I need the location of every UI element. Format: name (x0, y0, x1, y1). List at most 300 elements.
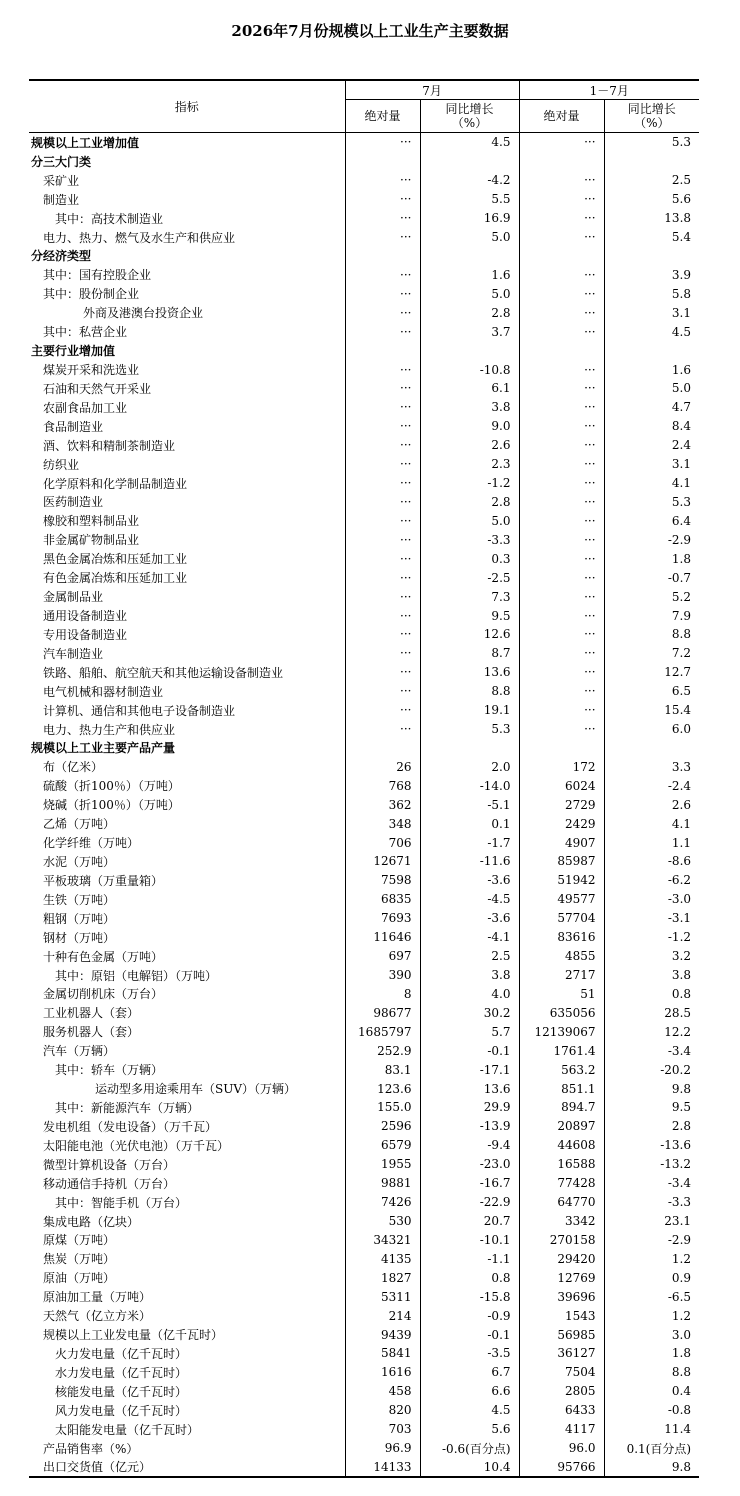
month-growth-cell: 12.6 (420, 625, 519, 644)
ytd-absolute-cell: ··· (519, 606, 604, 625)
row-label: 农副食品加工业 (43, 400, 128, 415)
ytd-growth-cell: 3.9 (604, 265, 699, 284)
ytd-absolute-cell: 4907 (519, 833, 604, 852)
ytd-growth-cell: -0.7 (604, 568, 699, 587)
month-absolute-cell: ··· (345, 265, 420, 284)
month-absolute-cell (345, 247, 420, 266)
ytd-absolute-cell: ··· (519, 701, 604, 720)
ytd-absolute-cell: ··· (519, 455, 604, 474)
ytd-growth-cell (604, 341, 699, 360)
month-absolute-cell: ··· (345, 511, 420, 530)
ytd-absolute-cell (519, 247, 604, 266)
table-row (29, 1155, 699, 1174)
table-row (29, 776, 699, 795)
table-row (29, 890, 699, 909)
month-growth-cell: -1.7 (420, 833, 519, 852)
ytd-absolute-cell: ··· (519, 436, 604, 455)
ytd-absolute-cell: 1543 (519, 1306, 604, 1325)
month-growth-cell: 2.8 (420, 303, 519, 322)
month-absolute-cell: ··· (345, 284, 420, 303)
month-growth-header (420, 100, 519, 133)
month-absolute-cell: ··· (345, 398, 420, 417)
section-row (29, 247, 699, 266)
ytd-absolute-cell (519, 152, 604, 171)
month-absolute-cell: 768 (345, 776, 420, 795)
row-label: 硫酸（折100％）（万吨） (43, 779, 180, 794)
month-growth-cell: 2.0 (420, 757, 519, 776)
month-growth-cell: 5.3 (420, 720, 519, 739)
month-growth-cell: 9.0 (420, 417, 519, 436)
ytd-growth-cell: 5.4 (604, 228, 699, 247)
ytd-absolute-cell: 39696 (519, 1287, 604, 1306)
header-row-period (29, 80, 699, 100)
month-absolute-cell: ··· (345, 190, 420, 209)
section-row (29, 152, 699, 171)
month-growth-cell: 5.0 (420, 228, 519, 247)
row-label: 产品销售率（%） (43, 1441, 139, 1456)
ytd-growth-cell: 9.8 (604, 1458, 699, 1478)
month-growth-cell: -10.1 (420, 1230, 519, 1249)
table-row (29, 1382, 699, 1401)
ytd-growth-cell (604, 247, 699, 266)
ytd-growth-cell: 4.1 (604, 814, 699, 833)
ytd-growth-cell: 4.7 (604, 398, 699, 417)
month-absolute-cell: ··· (345, 663, 420, 682)
table-row (29, 984, 699, 1003)
row-label: 橡胶和塑料制品业 (43, 514, 140, 529)
ytd-growth-cell: 5.3 (604, 493, 699, 512)
ytd-growth-cell: 7.2 (604, 644, 699, 663)
ytd-absolute-cell: ··· (519, 284, 604, 303)
row-label: 规模以上工业主要产品产量 (31, 741, 176, 756)
month-absolute-cell: 7598 (345, 871, 420, 890)
ytd-growth-cell: 9.8 (604, 1079, 699, 1098)
table-row (29, 549, 699, 568)
row-label: 铁路、船舶、航空航天和其他运输设备制造业 (43, 665, 284, 680)
ytd-absolute-cell: ··· (519, 530, 604, 549)
month-absolute-cell: 6835 (345, 890, 420, 909)
month-absolute-cell: 83.1 (345, 1060, 420, 1079)
row-label: 乙烯（万吨） (43, 817, 116, 832)
ytd-absolute-cell: ··· (519, 493, 604, 512)
ytd-growth-cell: 8.8 (604, 1363, 699, 1382)
table-row (29, 1249, 699, 1268)
row-label: 天然气（亿立方米） (43, 1309, 152, 1324)
ytd-absolute-cell: 20897 (519, 1117, 604, 1136)
section-row (29, 739, 699, 758)
ytd-growth-cell: -0.8 (604, 1401, 699, 1420)
ytd-growth-cell: 6.5 (604, 682, 699, 701)
ytd-growth-cell: -13.2 (604, 1155, 699, 1174)
month-absolute-cell: ··· (345, 530, 420, 549)
row-label: 主要行业增加值 (31, 344, 116, 359)
month-growth-cell: -11.6 (420, 852, 519, 871)
ytd-absolute-cell: 16588 (519, 1155, 604, 1174)
month-growth-cell: -16.7 (420, 1174, 519, 1193)
ytd-absolute-cell: ··· (519, 587, 604, 606)
table-row (29, 360, 699, 379)
ytd-absolute-cell: 4117 (519, 1420, 604, 1439)
month-absolute-cell: 7426 (345, 1193, 420, 1212)
ytd-absolute-cell: 2429 (519, 814, 604, 833)
month-growth-cell: 13.6 (420, 663, 519, 682)
month-growth-cell: -2.5 (420, 568, 519, 587)
ytd-growth-cell: -3.4 (604, 1174, 699, 1193)
row-label: 电力、热力生产和供应业 (43, 722, 176, 737)
table-row (29, 814, 699, 833)
table-row (29, 1098, 699, 1117)
table-row (29, 171, 699, 190)
ytd-absolute-cell: ··· (519, 474, 604, 493)
row-label: 分经济类型 (31, 249, 92, 264)
month-absolute-cell: ··· (345, 228, 420, 247)
table-row (29, 928, 699, 947)
ytd-absolute-cell: ··· (519, 228, 604, 247)
ytd-growth-cell: 2.5 (604, 171, 699, 190)
ytd-absolute-cell: 172 (519, 757, 604, 776)
row-label: 平板玻璃（万重量箱） (43, 873, 164, 888)
ytd-absolute-cell: 36127 (519, 1344, 604, 1363)
table-row (29, 852, 699, 871)
month-absolute-cell: 11646 (345, 928, 420, 947)
ytd-growth-cell: 6.0 (604, 720, 699, 739)
row-label: 发电机组（发电设备）（万千瓦） (43, 1119, 218, 1134)
month-growth-cell: -3.6 (420, 871, 519, 890)
month-growth-cell: -14.0 (420, 776, 519, 795)
row-label: 钢材（万吨） (43, 930, 116, 945)
month-absolute-cell: 4135 (345, 1249, 420, 1268)
table-row (29, 1230, 699, 1249)
ytd-growth-cell: -3.1 (604, 909, 699, 928)
ytd-absolute-cell: 12769 (519, 1268, 604, 1287)
month-growth-cell: -22.9 (420, 1193, 519, 1212)
row-label: 其中：轿车（万辆） (55, 1063, 164, 1078)
ytd-absolute-cell: 4855 (519, 947, 604, 966)
month-growth-cell: -10.8 (420, 360, 519, 379)
month-growth-cell: -9.4 (420, 1136, 519, 1155)
ytd-absolute-cell: 2717 (519, 966, 604, 985)
table-row (29, 455, 699, 474)
month-growth-cell (420, 341, 519, 360)
row-label: 规模以上工业发电量（亿千瓦时） (43, 1328, 224, 1343)
month-absolute-cell: ··· (345, 549, 420, 568)
month-absolute-cell: ··· (345, 133, 420, 152)
ytd-growth-header (604, 100, 699, 133)
row-label: 太阳能发电量（亿千瓦时） (55, 1422, 200, 1437)
ytd-absolute-cell: 95766 (519, 1458, 604, 1478)
ytd-absolute-cell: 3342 (519, 1212, 604, 1231)
row-label: 风力发电量（亿千瓦时） (55, 1403, 188, 1418)
row-label: 汽车制造业 (43, 646, 104, 661)
table-row (29, 663, 699, 682)
ytd-growth-cell: 8.4 (604, 417, 699, 436)
ytd-growth-cell: 2.4 (604, 436, 699, 455)
ytd-growth-cell: 9.5 (604, 1098, 699, 1117)
ytd-growth-cell (604, 739, 699, 758)
ytd-growth-cell: 28.5 (604, 1003, 699, 1022)
table-row (29, 682, 699, 701)
row-label: 工业机器人（套） (43, 1006, 140, 1021)
section-row (29, 133, 699, 152)
month-growth-cell: 0.8 (420, 1268, 519, 1287)
month-absolute-cell: ··· (345, 644, 420, 663)
month-growth-cell: -3.3 (420, 530, 519, 549)
month-absolute-cell: 8 (345, 984, 420, 1003)
row-label: 计算机、通信和其他电子设备制造业 (43, 703, 236, 718)
month-growth-cell: 7.3 (420, 587, 519, 606)
month-growth-cell: -15.8 (420, 1287, 519, 1306)
month-growth-cell: 5.5 (420, 190, 519, 209)
ytd-growth-cell: 12.7 (604, 663, 699, 682)
ytd-absolute-cell (519, 341, 604, 360)
month-absolute-cell: 5311 (345, 1287, 420, 1306)
ytd-absolute-cell: 77428 (519, 1174, 604, 1193)
table-row (29, 379, 699, 398)
ytd-growth-cell: 1.1 (604, 833, 699, 852)
table-row (29, 436, 699, 455)
row-label: 水泥（万吨） (43, 854, 116, 869)
month-growth-cell: -4.2 (420, 171, 519, 190)
ytd-absolute-cell: ··· (519, 360, 604, 379)
table-row (29, 474, 699, 493)
table-row (29, 1117, 699, 1136)
ytd-absolute-cell: 64770 (519, 1193, 604, 1212)
month-absolute-cell: ··· (345, 417, 420, 436)
ytd-growth-cell: 0.1(百分点) (604, 1439, 699, 1458)
month-absolute-cell (345, 341, 420, 360)
month-growth-cell: -0.1 (420, 1325, 519, 1344)
month-absolute-cell: 9439 (345, 1325, 420, 1344)
month-absolute-cell: 697 (345, 947, 420, 966)
month-growth-cell (420, 739, 519, 758)
ytd-absolute-cell: 83616 (519, 928, 604, 947)
ytd-absolute-cell: ··· (519, 417, 604, 436)
month-growth-cell: 6.7 (420, 1363, 519, 1382)
ytd-absolute-cell: 56985 (519, 1325, 604, 1344)
table-row (29, 1003, 699, 1022)
row-label: 化学纤维（万吨） (43, 836, 140, 851)
ytd-absolute-cell: ··· (519, 720, 604, 739)
row-label: 其中：股份制企业 (43, 287, 140, 302)
month-growth-cell: -1.1 (420, 1249, 519, 1268)
row-label: 食品制造业 (43, 419, 104, 434)
month-absolute-cell: 26 (345, 757, 420, 776)
ytd-absolute-cell: 635056 (519, 1003, 604, 1022)
ytd-absolute-cell: ··· (519, 379, 604, 398)
table-row (29, 322, 699, 341)
month-absolute-cell: ··· (345, 625, 420, 644)
row-label: 外商及港澳台投资企业 (83, 306, 204, 321)
month-absolute-cell: ··· (345, 493, 420, 512)
ytd-growth-cell: 1.6 (604, 360, 699, 379)
month-growth-cell: 2.5 (420, 947, 519, 966)
row-label: 焦炭（万吨） (43, 1252, 116, 1267)
row-label: 其中：私营企业 (43, 325, 128, 340)
month-absolute-cell: 214 (345, 1306, 420, 1325)
table-row (29, 284, 699, 303)
ytd-growth-cell: -13.6 (604, 1136, 699, 1155)
ytd-growth-cell: -2.4 (604, 776, 699, 795)
table-row (29, 1344, 699, 1363)
month-absolute-cell: 1955 (345, 1155, 420, 1174)
table-row (29, 720, 699, 739)
ytd-absolute-cell: ··· (519, 322, 604, 341)
row-label: 汽车（万辆） (43, 1044, 116, 1059)
month-absolute-cell (345, 152, 420, 171)
row-label: 其中：智能手机（万台） (55, 1195, 188, 1210)
month-growth-cell: -4.1 (420, 928, 519, 947)
month-growth-cell: 6.1 (420, 379, 519, 398)
table-body (29, 133, 699, 1478)
table-row (29, 701, 699, 720)
month-growth-cell: 1.6 (420, 265, 519, 284)
table-row (29, 966, 699, 985)
row-label: 布（亿米） (43, 760, 104, 775)
ytd-growth-cell: 5.2 (604, 587, 699, 606)
row-label: 运动型多用途乘用车（SUV）（万辆） (95, 1082, 297, 1097)
ytd-growth-cell: 5.6 (604, 190, 699, 209)
row-label: 金属切削机床（万台） (43, 987, 164, 1002)
ytd-growth-cell: 5.8 (604, 284, 699, 303)
month-growth-cell: 3.7 (420, 322, 519, 341)
ytd-absolute-cell: 51942 (519, 871, 604, 890)
month-absolute-cell: ··· (345, 606, 420, 625)
month-growth-cell: 9.5 (420, 606, 519, 625)
month-absolute-cell: 252.9 (345, 1041, 420, 1060)
ytd-absolute-cell: ··· (519, 171, 604, 190)
month-absolute-cell: 820 (345, 1401, 420, 1420)
row-label: 集成电路（亿块） (43, 1214, 140, 1229)
ytd-absolute-cell: 44608 (519, 1136, 604, 1155)
ytd-absolute-cell: 49577 (519, 890, 604, 909)
row-label: 微型计算机设备（万台） (43, 1157, 176, 1172)
table-row (29, 1193, 699, 1212)
month-absolute-cell: 1827 (345, 1268, 420, 1287)
month-growth-cell: 29.9 (420, 1098, 519, 1117)
table-row (29, 833, 699, 852)
table-row (29, 587, 699, 606)
month-growth-cell: 5.0 (420, 284, 519, 303)
ytd-growth-cell: 1.2 (604, 1249, 699, 1268)
month-absolute-cell: 123.6 (345, 1079, 420, 1098)
table-row (29, 644, 699, 663)
table-row (29, 947, 699, 966)
ytd-growth-cell: 11.4 (604, 1420, 699, 1439)
month-absolute-cell: ··· (345, 474, 420, 493)
ytd-growth-cell: 0.8 (604, 984, 699, 1003)
ytd-absolute-cell: 6433 (519, 1401, 604, 1420)
month-growth-cell: 4.5 (420, 1401, 519, 1420)
row-label: 非金属矿物制品业 (43, 533, 140, 548)
ytd-absolute-cell (519, 739, 604, 758)
table-row (29, 568, 699, 587)
month-absolute-cell: ··· (345, 171, 420, 190)
month-absolute-cell: ··· (345, 455, 420, 474)
month-absolute-cell: 1616 (345, 1363, 420, 1382)
ytd-growth-cell: 3.0 (604, 1325, 699, 1344)
month-growth-cell: 2.3 (420, 455, 519, 474)
table-row (29, 511, 699, 530)
ytd-absolute-cell: 2805 (519, 1382, 604, 1401)
month-absolute-cell: 1685797 (345, 1022, 420, 1041)
ytd-growth-cell: 8.8 (604, 625, 699, 644)
row-label: 水力发电量（亿千瓦时） (55, 1365, 188, 1380)
table-row (29, 1136, 699, 1155)
table-row (29, 1268, 699, 1287)
table-row (29, 795, 699, 814)
ytd-growth-cell: 2.6 (604, 795, 699, 814)
ytd-growth-cell: 15.4 (604, 701, 699, 720)
month-absolute-cell: ··· (345, 720, 420, 739)
ytd-absolute-cell: 2729 (519, 795, 604, 814)
table-row (29, 493, 699, 512)
month-absolute-cell: ··· (345, 303, 420, 322)
row-label: 有色金属冶炼和压延加工业 (43, 571, 188, 586)
ytd-growth-cell: 5.3 (604, 133, 699, 152)
ytd-absolute-cell: ··· (519, 133, 604, 152)
ytd-absolute-cell: 1761.4 (519, 1041, 604, 1060)
month-growth-cell: 16.9 (420, 209, 519, 228)
ytd-growth-cell: 6.4 (604, 511, 699, 530)
month-growth-cell: 3.8 (420, 398, 519, 417)
month-growth-cell: 4.5 (420, 133, 519, 152)
ytd-absolute-cell: ··· (519, 549, 604, 568)
table-row (29, 909, 699, 928)
table-row (29, 228, 699, 247)
month-absolute-cell: 12671 (345, 852, 420, 871)
month-absolute-cell: 2596 (345, 1117, 420, 1136)
ytd-absolute-header: 绝对量 (519, 100, 604, 133)
month-growth-cell: -13.9 (420, 1117, 519, 1136)
section-row (29, 341, 699, 360)
ytd-growth-cell: -3.0 (604, 890, 699, 909)
row-label: 黑色金属冶炼和压延加工业 (43, 552, 188, 567)
row-label: 火力发电量（亿千瓦时） (55, 1346, 188, 1361)
ytd-growth-cell: -2.9 (604, 1230, 699, 1249)
row-label: 十种有色金属（万吨） (43, 949, 164, 964)
month-growth-cell: -1.2 (420, 474, 519, 493)
ytd-absolute-cell: ··· (519, 303, 604, 322)
table-row (29, 1060, 699, 1079)
table-row (29, 1212, 699, 1231)
row-label: 移动通信手持机（万台） (43, 1176, 176, 1191)
month-absolute-cell: 390 (345, 966, 420, 985)
row-label: 制造业 (43, 192, 80, 207)
table-row (29, 1287, 699, 1306)
ytd-growth-cell: 3.1 (604, 303, 699, 322)
ytd-growth-cell: 23.1 (604, 1212, 699, 1231)
table-row (29, 1401, 699, 1420)
ytd-growth-cell: 3.8 (604, 966, 699, 985)
month-absolute-cell: ··· (345, 209, 420, 228)
month-absolute-cell: 530 (345, 1212, 420, 1231)
month-absolute-cell: ··· (345, 682, 420, 701)
table-row (29, 1420, 699, 1439)
ytd-growth-cell: 3.1 (604, 455, 699, 474)
month-growth-cell: 2.6 (420, 436, 519, 455)
page-title: 2026年7月份规模以上工业生产主要数据 (231, 22, 509, 40)
row-label: 核能发电量（亿千瓦时） (55, 1384, 188, 1399)
row-label: 电气机械和器材制造业 (43, 684, 164, 699)
month-growth-cell: 3.8 (420, 966, 519, 985)
month-growth-cell: -3.5 (420, 1344, 519, 1363)
month-header: 7月 (345, 80, 519, 100)
ytd-header: 1－7月 (519, 80, 699, 100)
ytd-absolute-cell: 851.1 (519, 1079, 604, 1098)
row-label: 其中：国有控股企业 (43, 268, 152, 283)
ytd-absolute-cell: 270158 (519, 1230, 604, 1249)
month-growth-cell: 0.1 (420, 814, 519, 833)
